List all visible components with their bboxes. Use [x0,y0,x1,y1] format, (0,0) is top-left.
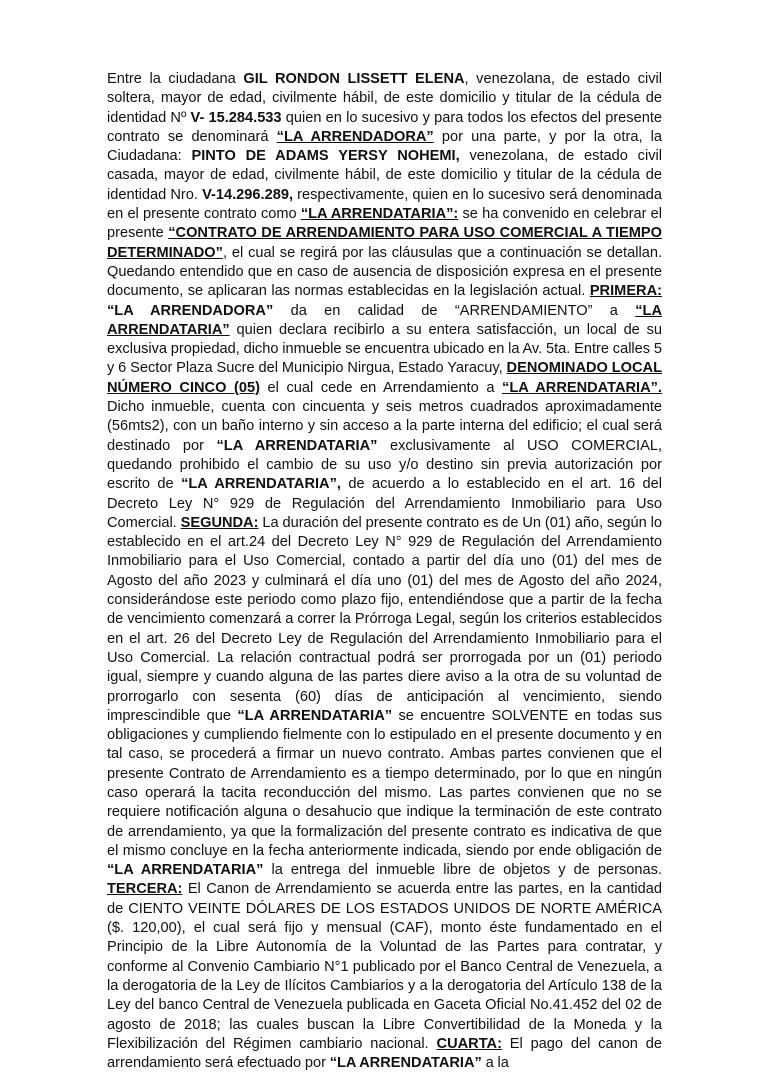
bold-term: “LA ARRENDATARIA” [237,707,393,724]
bold-term: V-14.296.289, [202,186,293,203]
text-run: se encuentre SOLVENTE en todas sus obligaciones y cumpliendo fielmente con lo estipulado en el presente documento y en tal caso, se procederá a firmar un nuevo contrato. Ambas partes convienen que el presente Contrato de Arrendamiento es a tiempo determinado, por lo que en ningún caso operará la tacita reconducción del mismo. Las partes convienen que no se requiere notificación alguna o desahucio que indique la terminación de este contrato de arrendamiento, ya que la formalización del presente contrato es indicativa de que el mismo concluye en la fecha anteriormente indicada, siendo por ende obligación de [107,707,662,859]
text-run: respectivamente, quien en lo sucesivo será denominada en el presente contrato como [107,186,662,223]
bold-underlined-heading: DENOMINADO LOCAL NÚMERO CINCO (05) [107,360,663,396]
text-run: por una parte, y por la otra, la Ciudadana: [107,128,663,165]
text-run: Dicho inmueble, cuenta con cincuenta y seis metros cuadrados aproximadamente (56mts2), con un baño interno y sin acceso a la parte interna del edificio; el cual será destinado por [107,399,662,454]
text-run: exclusivamente al USO COMERCIAL, quedando prohibido el cambio de su uso y/o destino sin previa autorización por escrito de [107,437,662,493]
bold-underlined-heading: SEGUNDA: [180,514,259,531]
text-run: , venezolana, de estado civil soltera, mayor de edad, civilmente hábil, de este domicilio y titular de la cédula de identidad Nº [107,71,663,126]
text-run: El pago del canon de arrendamiento será efectuado por [107,1035,662,1072]
text-run: , el cual se regirá por las cláusulas que a continuación se detallan. Quedando entendido que en caso de ausencia de disposición expresa en el presente documento, se aplicaran las normas establecidas en la legislación actual. [107,244,662,300]
contract-page [107,70,662,1073]
text-run: La duración del presente contrato es de Un (01) año, según lo establecido en el art.24 del Decreto Ley N° 929 de Regulación del Arrendamiento Inmobiliario para el Uso Comercial, contado a partir del día uno (01) del mes de Agosto del año 2023 y culminará el día uno (01) del mes de Agosto del año 2024, considerándose este periodo como plazo fijo, entendiéndose que a partir de la fecha de vencimiento comenzará a correr la Prórroga Legal, según los criterios establecidos en el art. 26 del Decreto Ley de Regulación del Arrendamiento Inmobiliario para el Uso Comercial. La relación contractual podrá ser prorrogada por un (01) periodo igual, siempre y cuando alguna de las partes diere aviso a la otra de su voluntad de prorrogarlo con sesenta (60) días de anticipación al vencimiento, siendo imprescindible que [107,514,663,724]
bold-underlined-heading: “LA ARRENDATARIA”. [502,379,662,396]
text-run: el cual cede en Arrendamiento a [259,379,503,396]
bold-underlined-heading: “LA ARRENDATARIA”: [300,206,459,223]
bold-underlined-heading: “LA ARRENDATARIA” [107,302,662,338]
contract-body-paragraph [107,70,662,1073]
bold-term: “LA ARRENDATARIA” [329,1055,482,1072]
text-run: se ha convenido en celebrar el presente [107,206,662,242]
text-run: da en calidad de “ARRENDAMIENTO” a [273,302,636,319]
text-run: de acuerdo a lo establecido en el art. 16 del Decreto Ley N° 929 de Regulación del Arrendamiento Inmobiliario para Uso Comercial. [107,476,662,531]
text-run: a la [481,1055,509,1072]
bold-term: V- 15.284.533 [190,109,282,126]
bold-term: “LA ARRENDADORA” [107,302,274,319]
text-run: quien en lo sucesivo y para todos los efectos del presente contrato se denominará [107,109,662,145]
bold-term: “LA ARRENDATARIA”, [181,476,341,493]
bold-underlined-heading: TERCERA: [107,881,183,898]
text-run: la entrega del inmueble libre de objetos y de personas. [263,862,662,879]
bold-underlined-heading: CUARTA: [436,1035,502,1052]
bold-underlined-heading: “LA ARRENDADORA” [276,128,434,145]
text-run: Entre la ciudadana [107,71,244,87]
bold-underlined-heading: PRIMERA: [589,283,662,300]
text-run: quien declara recibirlo a su entera satisfacción, un local de su exclusiva propiedad, dicho inmueble se encuentra ubicado en la Av. 5ta. Entre calles 5 y 6 Sector Plaza Sucre del Municipio Nirgua, Estado Yaracuy, [107,321,662,377]
bold-term: “LA ARRENDATARIA” [107,862,264,879]
bold-term: GIL RONDON LISSETT ELENA [243,71,465,87]
text-run: venezolana, de estado civil casada, mayor de edad, civilmente hábil, de este domicilio y titular de la cédula de identidad Nro. [107,148,663,203]
bold-term: “LA ARRENDATARIA” [216,437,378,454]
bold-term: PINTO DE ADAMS YERSY NOHEMI, [191,148,460,165]
text-run: El Canon de Arrendamiento se acuerda entre las partes, en la cantidad de CIENTO VEINTE DÓLARES DE LOS ESTADOS UNIDOS DE NORTE AMÉRICA ($. 120,00), el cual será fijo y mensual (CAF), monto éste fundamentado en el Principio de la Libre Autonomía de la Voluntad de las Partes para contratar, y conforme al Convenio Cambiario N°1 publicado por el Banco Central de Venezuela, a la derogatoria de la Ley de Ilícitos Cambiarios y a la derogatoria del Artículo 138 de la Ley del banco Central de Venezuela publicada en Gaceta Oficial No.41.452 del 02 de agosto de 2018; las cuales buscan la Libre Convertibilidad de la Moneda y la Flexibilización del Régimen cambiario nacional. [107,881,662,1052]
bold-underlined-heading: “CONTRATO DE ARRENDAMIENTO PARA USO COMERCIAL A TIEMPO DETERMINADO” [107,225,662,261]
